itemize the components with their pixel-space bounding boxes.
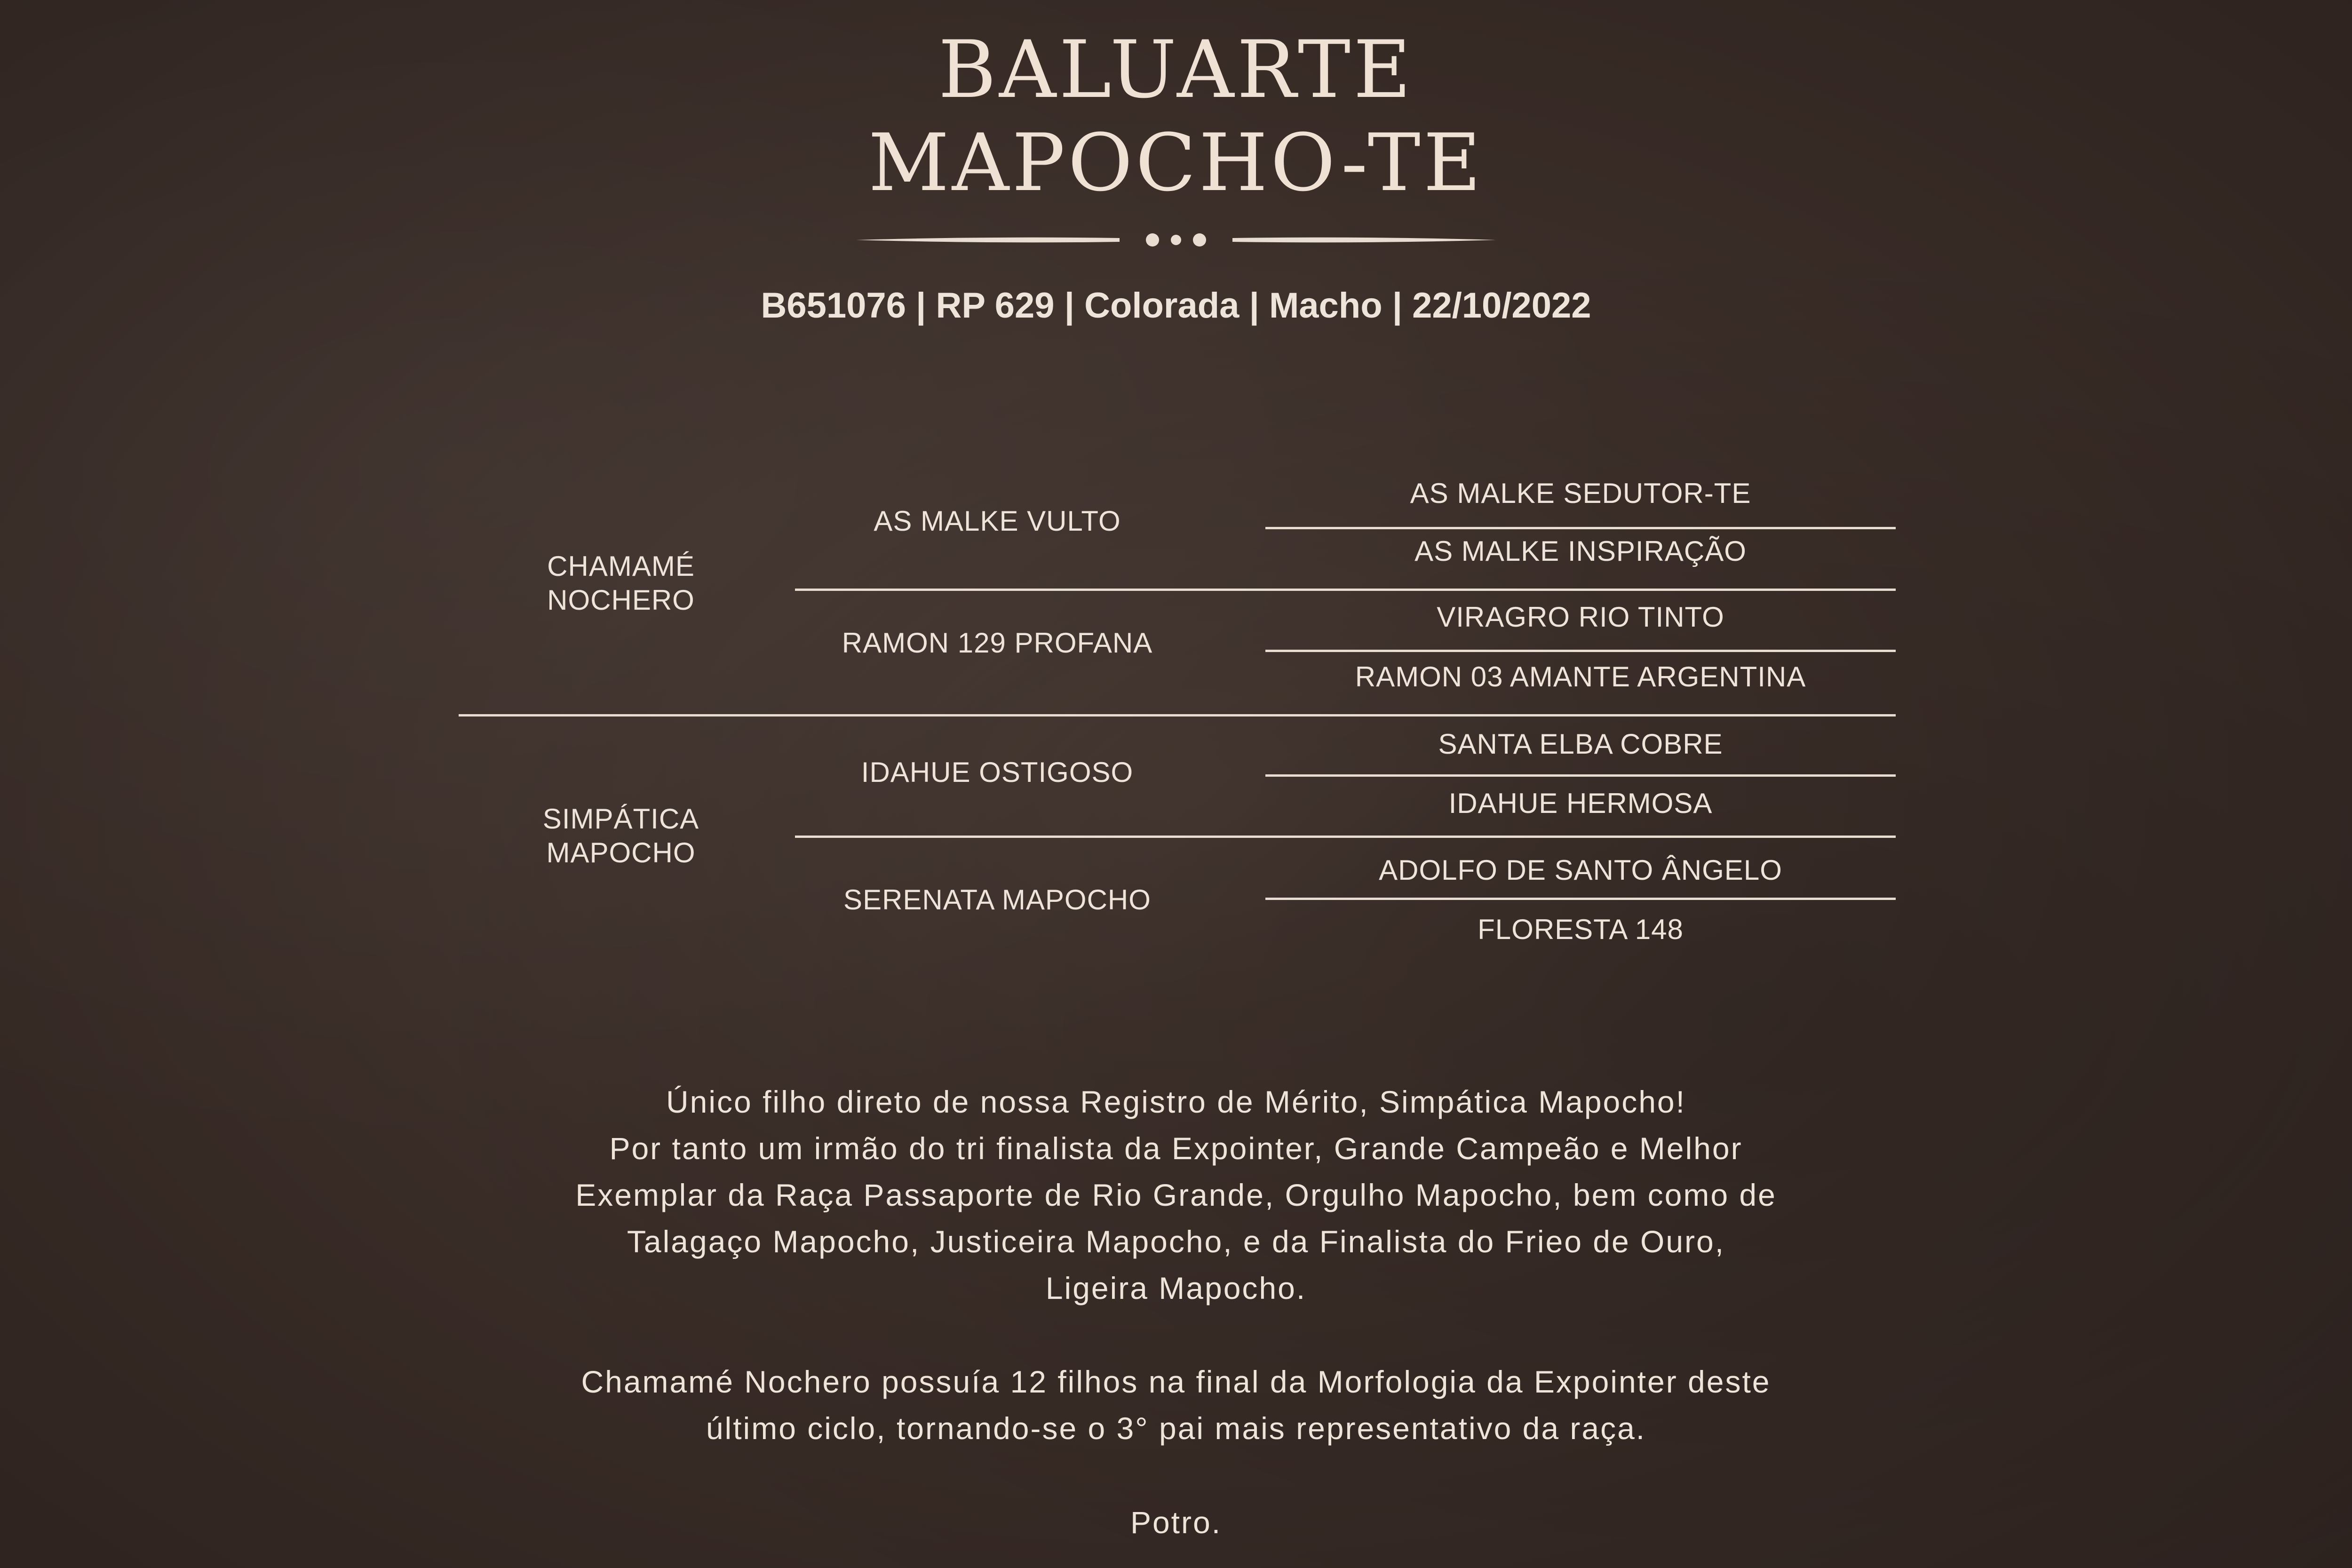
ornamental-divider: [856, 226, 1496, 254]
sire-name-line-2: NOCHERO: [547, 584, 695, 616]
pedigree-divider: [795, 589, 1896, 591]
description-paragraph-1: [0, 1079, 2352, 1312]
title-line-1: BALUARTE: [938, 24, 1414, 116]
great-grandparent-4: RAMON 03 AMANTE ARGENTINA: [1355, 661, 1806, 692]
great-grandparent-3: VIRAGRO RIO TINTO: [1437, 601, 1724, 633]
dam-name-line-1: SIMPÁTICA: [542, 803, 699, 835]
description-line: Talagaço Mapocho, Justiceira Mapocho, e da Finalista do Frieo de Ouro,: [627, 1224, 1725, 1259]
description-paragraph-2: [0, 1359, 2352, 1452]
description-line: Por tanto um irmão do tri finalista da Expointer, Grande Campeão e Melhor: [609, 1131, 1743, 1166]
pedigree-divider: [1265, 898, 1896, 900]
paternal-granddam: RAMON 129 PROFANA: [842, 627, 1153, 659]
paternal-grandsire: AS MALKE VULTO: [874, 505, 1121, 537]
description-line: último ciclo, tornando-se o 3° pai mais representativo da raça.: [706, 1411, 1646, 1446]
great-grandparent-7: ADOLFO DE SANTO ÂNGELO: [1379, 854, 1782, 886]
description-line: Ligeira Mapocho.: [1045, 1271, 1307, 1305]
pedigree-divider: [1265, 527, 1896, 529]
maternal-grandsire: IDAHUE OSTIGOSO: [861, 756, 1134, 788]
registration-info: B651076 | RP 629 | Colorada | Macho | 22/10/2022: [761, 286, 1591, 326]
title-line-2: MAPOCHO-TE: [868, 117, 1484, 209]
description-line: Chamamé Nochero possuía 12 filhos na final da Morfologia da Expointer deste: [581, 1364, 1771, 1399]
great-grandparent-8: FLORESTA 148: [1478, 914, 1684, 945]
sire-name-line-1: CHAMAMÉ: [547, 550, 695, 582]
pedigree-divider: [1265, 774, 1896, 777]
maternal-granddam: SERENATA MAPOCHO: [843, 884, 1151, 915]
pedigree-divider: [1265, 650, 1896, 652]
pedigree-divider: [795, 836, 1896, 838]
dam-name-line-2: MAPOCHO: [546, 837, 696, 868]
pedigree-divider-main: [459, 714, 1896, 716]
great-grandparent-6: IDAHUE HERMOSA: [1448, 788, 1713, 819]
great-grandparent-2: AS MALKE INSPIRAÇÃO: [1414, 535, 1747, 567]
great-grandparent-5: SANTA ELBA COBRE: [1438, 728, 1723, 760]
dam-name: [461, 802, 781, 870]
description-line: Exemplar da Raça Passaporte de Rio Grande, Orgulho Mapocho, bem como de: [575, 1178, 1777, 1212]
great-grandparent-1: AS MALKE SEDUTOR-TE: [1410, 478, 1751, 509]
sire-name: [461, 549, 781, 617]
description-line: Único filho direto de nossa Registro de Mérito, Simpática Mapocho!: [666, 1084, 1686, 1119]
description-closing: Potro.: [1130, 1505, 1222, 1540]
